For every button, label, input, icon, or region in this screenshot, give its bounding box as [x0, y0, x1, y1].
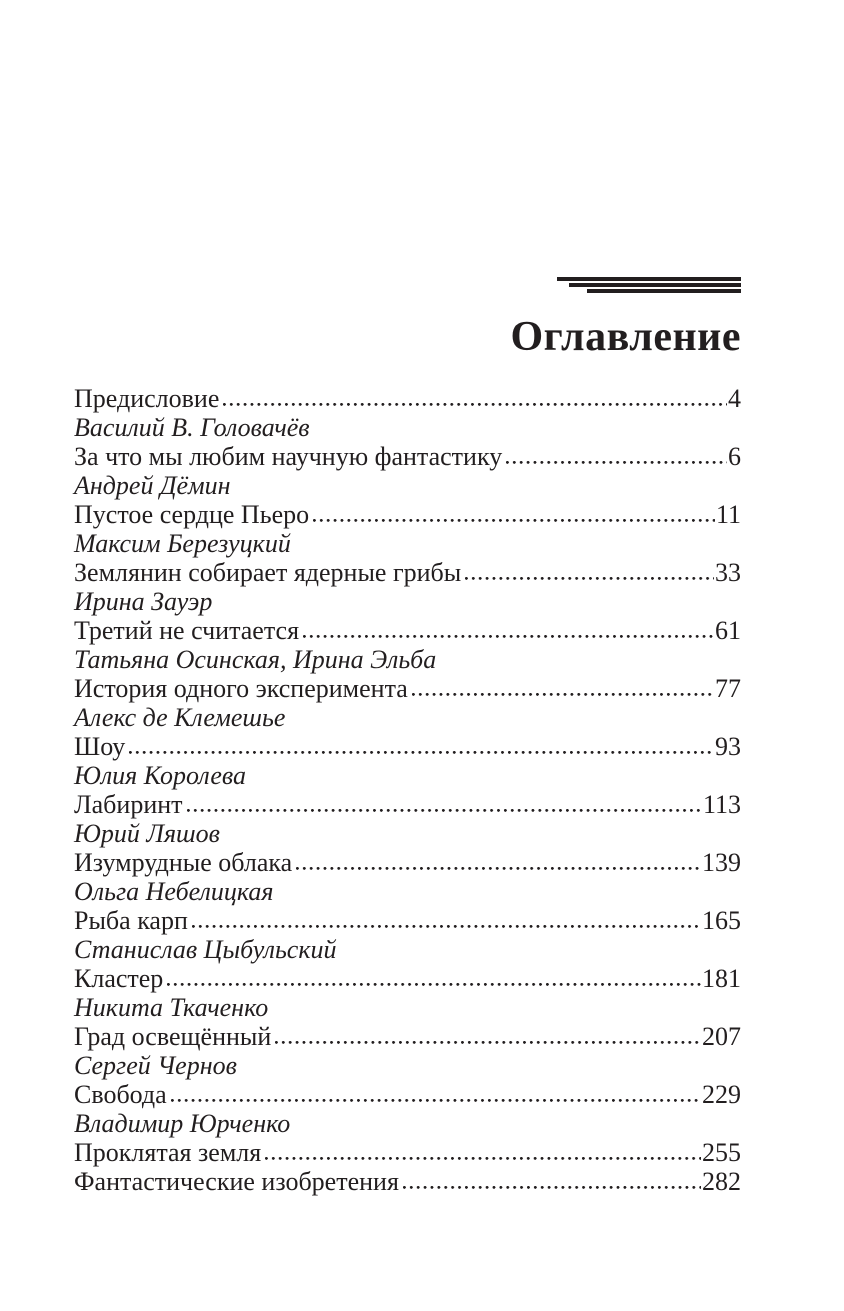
toc-entry-row — [74, 442, 741, 471]
dot-leader — [296, 866, 701, 871]
toc-author-row — [74, 1051, 741, 1080]
toc-entry-title: Град освещённый — [74, 1022, 272, 1051]
toc-entry-title: Кластер — [74, 964, 164, 993]
toc-entry-title: Рыба карп — [74, 906, 188, 935]
toc-entry-page: 181 — [702, 964, 741, 993]
toc-entry-row — [74, 1022, 741, 1051]
dot-leader — [192, 924, 701, 929]
toc-author-name: Ирина Зауэр — [74, 587, 213, 616]
toc-author-row — [74, 529, 741, 558]
toc-author-name: Никита Ткаченко — [74, 993, 269, 1022]
dot-leader — [412, 692, 714, 697]
toc-author-row — [74, 645, 741, 674]
dot-leader — [275, 1040, 701, 1045]
dot-leader — [167, 982, 701, 987]
rule-line-middle — [569, 283, 741, 287]
toc-entry-title: Изумрудные облака — [74, 848, 293, 877]
toc-entry-title: Свобода — [74, 1080, 167, 1109]
toc-author-row — [74, 471, 741, 500]
table-of-contents — [74, 384, 741, 1196]
toc-entry-title: Лабиринт — [74, 790, 183, 819]
page-title: Оглавление — [510, 314, 741, 360]
toc-author-name: Юрий Ляшов — [74, 819, 220, 848]
toc-entry-title: Шоу — [74, 732, 126, 761]
toc-entry-page: 207 — [702, 1022, 741, 1051]
toc-author-name: Сергей Чернов — [74, 1051, 237, 1080]
toc-entry-page: 113 — [702, 790, 741, 819]
toc-entry-title: Пустое сердце Пьеро — [74, 500, 310, 529]
toc-entry-row — [74, 558, 741, 587]
dot-leader — [465, 576, 714, 581]
toc-entry-row — [74, 1167, 741, 1196]
dot-leader — [265, 1156, 701, 1161]
toc-entry-row — [74, 848, 741, 877]
decorative-rule — [74, 277, 741, 293]
toc-author-row — [74, 587, 741, 616]
toc-author-row — [74, 703, 741, 732]
dot-leader — [506, 460, 727, 465]
toc-entry-row — [74, 964, 741, 993]
dot-leader — [303, 634, 714, 639]
rule-line-top — [557, 277, 741, 281]
toc-author-name: Максим Березуцкий — [74, 529, 291, 558]
toc-entry-row — [74, 1138, 741, 1167]
toc-entry-page: 93 — [715, 732, 741, 761]
toc-entry-page: 255 — [702, 1138, 741, 1167]
toc-entry-title: Землянин собирает ядерные грибы — [74, 558, 462, 587]
toc-entry-title: Предисловие — [74, 384, 220, 413]
rule-line-bottom — [587, 289, 741, 293]
toc-entry-page: 229 — [702, 1080, 741, 1109]
toc-entry-page: 4 — [728, 384, 741, 413]
book-page — [74, 0, 741, 1311]
toc-entry-page: 139 — [702, 848, 741, 877]
toc-entry-title: История одного эксперимента — [74, 674, 408, 703]
toc-author-name: Татьяна Осинская, Ирина Эльба — [74, 645, 437, 674]
dot-leader — [223, 402, 727, 407]
toc-entry-title: Фантастические изобретения — [74, 1167, 399, 1196]
dot-leader — [313, 518, 715, 523]
dot-leader — [171, 1098, 701, 1103]
toc-author-row — [74, 761, 741, 790]
toc-entry-row — [74, 384, 741, 413]
toc-author-name: Василий В. Головачёв — [74, 413, 310, 442]
toc-entry-row — [74, 616, 741, 645]
toc-author-name: Станислав Цыбульский — [74, 935, 337, 964]
dot-leader — [403, 1185, 701, 1190]
toc-entry-row — [74, 1080, 741, 1109]
toc-author-row — [74, 819, 741, 848]
toc-author-name: Андрей Дёмин — [74, 471, 231, 500]
toc-entry-title: Третий не считается — [74, 616, 300, 645]
toc-author-name: Владимир Юрченко — [74, 1109, 291, 1138]
toc-entry-page: 77 — [715, 674, 741, 703]
dot-leader — [187, 808, 702, 813]
toc-author-row — [74, 877, 741, 906]
toc-entry-row — [74, 906, 741, 935]
toc-entry-page: 11 — [715, 500, 741, 529]
toc-entry-page: 61 — [715, 616, 741, 645]
toc-entry-page: 6 — [728, 442, 741, 471]
toc-author-row — [74, 993, 741, 1022]
toc-author-name: Ольга Небелицкая — [74, 877, 274, 906]
toc-author-row — [74, 935, 741, 964]
toc-entry-row — [74, 732, 741, 761]
toc-entry-title: Проклятая земля — [74, 1138, 262, 1167]
toc-entry-row — [74, 500, 741, 529]
toc-author-row — [74, 1109, 741, 1138]
toc-author-row — [74, 413, 741, 442]
toc-author-name: Алекс де Клемешье — [74, 703, 286, 732]
toc-entry-page: 33 — [715, 558, 741, 587]
toc-entry-row — [74, 674, 741, 703]
toc-entry-page: 282 — [702, 1167, 741, 1196]
toc-entry-title: За что мы любим научную фантастику — [74, 442, 503, 471]
toc-entry-row — [74, 790, 741, 819]
toc-entry-page: 165 — [702, 906, 741, 935]
toc-author-name: Юлия Королева — [74, 761, 247, 790]
dot-leader — [129, 750, 714, 755]
